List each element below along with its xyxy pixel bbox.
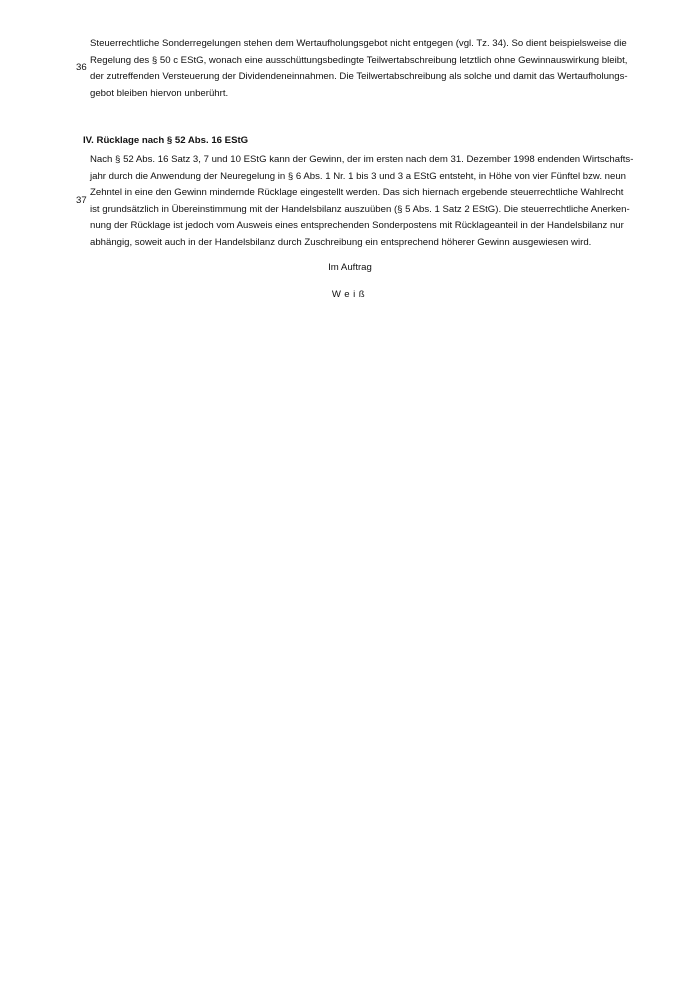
paragraph-36 — [90, 36, 628, 102]
closing-formula: Im Auftrag — [328, 262, 372, 273]
margin-number-36: 36 — [76, 62, 87, 73]
paragraph-line: Nach § 52 Abs. 16 Satz 3, 7 und 10 EStG kann der Gewinn, der im ersten nach dem 31. Dezember 1998 endenden Wirtschafts- — [90, 154, 634, 165]
section-heading: IV. Rücklage nach § 52 Abs. 16 EStG — [83, 135, 249, 146]
margin-number-37: 37 — [76, 195, 87, 206]
paragraph-line: nung der Rücklage ist jedoch vom Ausweis eines entsprechenden Sonderpostens mit Rücklageanteil in der Handelsbilanz nur — [90, 220, 624, 231]
paragraph-line: Regelung des § 50 c EStG, wonach eine ausschüttungsbedingte Teilwertabschreibung letztlich ohne Gewinnauswirkung bleibt, — [90, 54, 628, 66]
paragraph-line: Zehntel in eine den Gewinn mindernde Rücklage eingestellt werden. Das sich hiernach ergebende steuerrechtliche Wahlrecht — [90, 187, 624, 198]
paragraph-line: der zutreffenden Versteuerung der Dividendeneinnahmen. Die Teilwertabschreibung als solche und damit das Wertaufholungs- — [90, 71, 628, 82]
paragraph-line: jahr durch die Anwendung der Neuregelung in § 6 Abs. 1 Nr. 1 bis 3 und 3 a EStG entsteht, in Höhe von vier Fünftel bzw. neun — [90, 170, 626, 182]
paragraph-37 — [90, 152, 634, 251]
paragraph-line: gebot bleiben hiervon unberührt. — [90, 87, 229, 99]
signature-name: Weiß — [331, 289, 369, 300]
paragraph-line: Steuerrechtliche Sonderregelungen stehen dem Wertaufholungsgebot nicht entgegen (vgl. Tz. 34). So dient beispielsweise die — [90, 38, 627, 49]
paragraph-line: ist grundsätzlich in Übereinstimmung mit der Handelsbilanz auszuüben (§ 5 Abs. 1 Satz 2 EStG). Die steuerrechtliche Anerken- — [90, 203, 630, 215]
paragraph-line: abhängig, soweit auch in der Handelsbilanz durch Zuschreibung ein entsprechend höherer Gewinn ausgewiesen wird. — [90, 236, 592, 248]
